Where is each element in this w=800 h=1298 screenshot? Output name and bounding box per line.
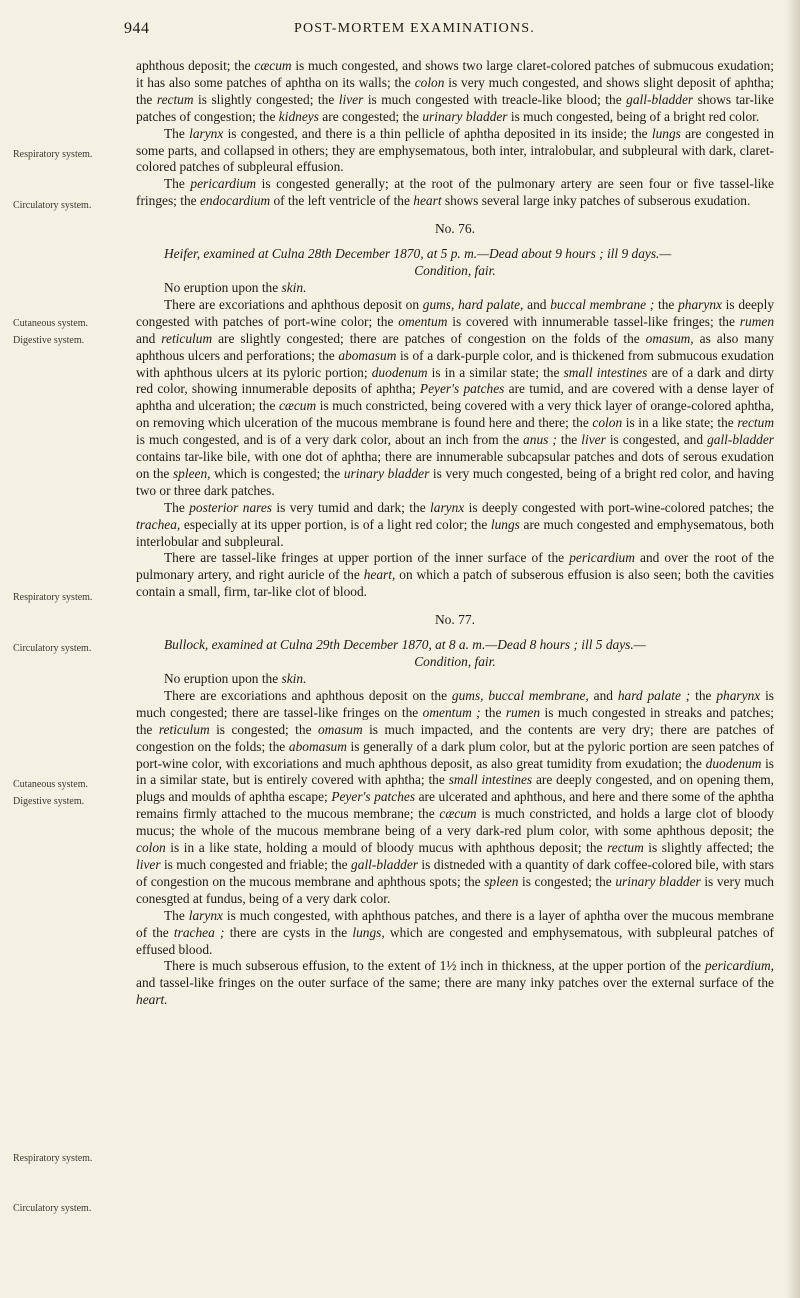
text-run: is very much conesgted at fundus, being of a very dark color. bbox=[136, 873, 774, 906]
text-run: is in a like state, holding a mould of bloody mucus with aphthous deposit; the bbox=[165, 840, 608, 856]
text-run: and bbox=[523, 296, 551, 312]
text-run: There is much subserous effusion, to the extent of 1½ inch in thickness, at the upper portion of the bbox=[164, 958, 705, 974]
text-run: is much congested and friable; the bbox=[160, 856, 352, 872]
text-run: The bbox=[164, 499, 190, 515]
paragraph-continuation bbox=[136, 58, 774, 126]
text-run: and over the root of the pulmonary artery, and right auricle of the bbox=[136, 550, 775, 583]
margin-note-respiratory: Respiratory system. bbox=[13, 149, 93, 160]
italic-term: omentum bbox=[398, 313, 448, 329]
text-run: is much congested, being of a bright red color. bbox=[507, 108, 760, 124]
italic-term: kidneys bbox=[278, 108, 319, 124]
margin-notes bbox=[13, 0, 131, 1298]
text-run: is much impacted, and the contents are very dry; there are patches of congestion on the folds; the bbox=[136, 721, 774, 754]
case-condition: Condition, fair. bbox=[414, 263, 496, 279]
italic-term: gall-bladder bbox=[626, 91, 694, 107]
margin-note-circulatory: Circulatory system. bbox=[13, 1203, 92, 1214]
italic-term: duodenum bbox=[371, 364, 428, 380]
italic-term: spleen bbox=[484, 873, 519, 889]
text-run: and bbox=[136, 330, 162, 346]
italic-term: pharynx bbox=[678, 296, 722, 312]
text-run: and bbox=[588, 687, 618, 703]
paragraph-digestive bbox=[136, 297, 774, 500]
text-run: is congested; the bbox=[209, 721, 318, 737]
text-run: and tassel-like fringes on the outer surface of the same; there are many inky patches over the external surface of the bbox=[136, 975, 774, 991]
italic-term: rumen bbox=[505, 704, 541, 720]
margin-note-circulatory: Circulatory system. bbox=[13, 643, 92, 654]
text-run: are slightly congested; there are patches of congestion on the folds of the bbox=[212, 330, 646, 346]
text-run: is much congested, and shows two large claret-colored patches of submucous exudation; it has also some patches of aphtha on its walls; the bbox=[136, 58, 774, 90]
italic-term: trachea, bbox=[136, 516, 181, 532]
italic-term: abomasum bbox=[338, 347, 397, 363]
text-run: especially at its upper portion, is of a light red color; the bbox=[180, 516, 491, 532]
text-run: are congested; the bbox=[318, 108, 423, 124]
page-number: 944 bbox=[124, 20, 150, 37]
text-run: is deeply congested with patches of port-wine color; the bbox=[136, 296, 775, 329]
paragraph-circulatory bbox=[136, 176, 774, 210]
paragraph-respiratory bbox=[136, 500, 774, 551]
italic-term: larynx bbox=[430, 499, 465, 515]
italic-term: gums, hard palate, bbox=[422, 296, 524, 312]
italic-term: gums, buccal membrane, bbox=[451, 687, 589, 703]
text-run: is congested generally; at the root of the pulmonary artery are seen four or five tassel-like fringes; the bbox=[136, 176, 774, 209]
text-run: is slightly affected; the bbox=[643, 840, 774, 856]
italic-term: urinary bladder bbox=[343, 465, 430, 481]
italic-term: lungs bbox=[651, 125, 681, 141]
text-run: is of a dark-purple color, and is thickened from submucous exudation with aphthous ulcers at its pyloric portion; bbox=[136, 347, 774, 380]
italic-term: reticulum bbox=[158, 721, 210, 737]
italic-term: rectum bbox=[607, 840, 644, 856]
italic-term: hard palate ; bbox=[617, 687, 691, 703]
text-run: No eruption upon the bbox=[164, 279, 282, 295]
italic-term: omasum bbox=[317, 721, 363, 737]
text-run: is generally of a dark plum color, but at the pyloric portion are seen patches of port-wine color, with excoriations and much aphthous deposit, as also great tumidity from exudation; the bbox=[136, 738, 774, 771]
case-number: No. 76. bbox=[434, 221, 476, 237]
text-run: contains tar-like bile, with one dot of aphtha; there are innumerable subcapsular patches and dots of serous exudation on the bbox=[136, 449, 774, 481]
text-run: is distneded with a quantity of dark coffee-colored bile, with stars of congestion on the mucous membrane and aphthous spots; the bbox=[136, 856, 774, 889]
case-heading bbox=[136, 246, 774, 280]
italic-term: lungs, bbox=[352, 924, 385, 940]
text-run: is in a similar state, but is entirely covered with aphtha; the bbox=[136, 755, 775, 788]
text-run: The bbox=[164, 176, 191, 192]
italic-term: larynx bbox=[189, 125, 224, 141]
italic-term: Peyer's patches bbox=[331, 789, 416, 805]
paragraph-respiratory bbox=[136, 126, 774, 177]
italic-term: liver bbox=[338, 91, 364, 107]
text-run: are tumid, and are covered with a dense layer of aphtha and ulceration; the bbox=[136, 381, 774, 414]
paragraph-cutaneous bbox=[136, 280, 774, 297]
text-run: the bbox=[654, 296, 679, 312]
italic-term: rectum bbox=[737, 415, 774, 431]
italic-term: spleen, bbox=[172, 465, 211, 481]
italic-term: cæcum bbox=[254, 58, 292, 73]
italic-term: small intestines bbox=[448, 772, 533, 788]
italic-term: endocardium bbox=[199, 193, 271, 209]
text-run: aphthous deposit; the bbox=[136, 58, 255, 73]
italic-term: pericardium bbox=[569, 550, 635, 566]
text-run: is much congested, with aphthous patches, and there is a layer of aphtha over the mucous membrane of the bbox=[136, 907, 774, 940]
italic-term: cæcum bbox=[439, 806, 477, 822]
margin-note-digestive: Digestive system. bbox=[13, 335, 85, 346]
text-run: is congested; the bbox=[518, 873, 616, 889]
margin-note-circulatory: Circulatory system. bbox=[13, 200, 92, 211]
text-run: are deeply congested, and on opening them, plugs and moulds of aphtha escape; bbox=[136, 772, 775, 805]
text-run: shows several large inky patches of subserous exudation. bbox=[441, 193, 751, 209]
text-run: is much constricted, and holds a large clot of bloody mucus; the whole of the mucous membrane being of a very dark-red plum color, with some aphthous deposit; the bbox=[136, 806, 774, 839]
text-run: there are cysts in the bbox=[224, 924, 353, 940]
italic-term: liver bbox=[581, 432, 606, 448]
running-title: POST-MORTEM EXAMINATIONS. bbox=[294, 21, 535, 36]
italic-term: cæcum bbox=[278, 398, 317, 414]
italic-term: heart. bbox=[136, 992, 168, 1008]
text-run: are congested in some parts, and collapsed in others; they are emphysematous, both inter, intralobular, and subpleural with dark, claret-colored patches of subpleural effusion. bbox=[136, 125, 774, 175]
page-edge-shadow bbox=[786, 0, 800, 1298]
text-run: is very tumid and dark; the bbox=[272, 499, 431, 515]
italic-term: omasum, bbox=[645, 330, 694, 346]
italic-term: gall-bladder bbox=[707, 432, 775, 448]
italic-term: colon bbox=[592, 415, 623, 431]
paragraph-digestive bbox=[136, 688, 774, 908]
text-run: There are excoriations and aphthous deposit on bbox=[164, 296, 423, 312]
italic-term: buccal membrane ; bbox=[550, 296, 655, 312]
text-run: of the left ventricle of the bbox=[270, 193, 414, 209]
text-run: The bbox=[164, 907, 189, 923]
margin-note-digestive: Digestive system. bbox=[13, 796, 85, 807]
italic-term: liver bbox=[136, 856, 161, 872]
italic-term: anus ; bbox=[523, 432, 557, 448]
italic-term: urinary bladder bbox=[615, 873, 701, 889]
case-heading bbox=[136, 637, 774, 671]
italic-term: heart bbox=[413, 193, 442, 209]
text-run: is very much congested, and shows slight deposit of aphtha; the bbox=[136, 74, 774, 107]
paragraph-cutaneous bbox=[136, 671, 774, 688]
text-run: is deeply congested with port-wine-colored patches; the bbox=[464, 499, 774, 515]
text-run: on which a patch of subserous effusion is also seen; both the cavities contain a small, firm, tar-like clot of blood. bbox=[136, 567, 774, 600]
paragraph-circulatory bbox=[136, 958, 774, 1009]
italic-term: rectum bbox=[156, 91, 194, 107]
text-run: are much congested and emphysematous, both interlobular and subpleural. bbox=[136, 516, 774, 549]
text-run: is covered with innumerable tassel-like fringes; the bbox=[447, 313, 740, 329]
italic-term: posterior nares bbox=[189, 499, 273, 515]
margin-note-cutaneous: Cutaneous system. bbox=[13, 779, 88, 790]
text-run: is much congested; there are tassel-like fringes on the bbox=[136, 687, 774, 720]
text-run: The bbox=[164, 125, 190, 141]
text-run: the bbox=[690, 687, 717, 703]
case-number: No. 77. bbox=[434, 612, 476, 628]
italic-term: pericardium, bbox=[704, 958, 774, 974]
text-run: are of a dark and dirty red color, showing innumerable deposits of aphtha; bbox=[136, 364, 774, 397]
italic-term: trachea ; bbox=[173, 924, 225, 940]
italic-term: skin. bbox=[281, 671, 307, 686]
italic-term: urinary bladder bbox=[422, 108, 508, 124]
italic-term: pharynx bbox=[716, 687, 761, 703]
text-run: is slightly congested; the bbox=[193, 91, 339, 107]
italic-term: pericardium bbox=[190, 176, 257, 192]
text-run: are ulcerated and aphthous, and here and there some of the aphtha remains firmly attached to the mucous membrane; the bbox=[136, 789, 774, 822]
case-heading-text: Bullock, examined at Culna 29th December 1870, at 8 a. m.—Dead 8 hours ; ill 5 days.— bbox=[164, 637, 646, 653]
text-run: is in a like state; the bbox=[622, 415, 738, 431]
italic-term: rumen bbox=[739, 313, 775, 329]
italic-term: abomasum bbox=[288, 738, 347, 754]
text-run: which is congested; the bbox=[210, 465, 344, 481]
italic-term: gall-bladder bbox=[351, 856, 418, 872]
italic-term: omentum ; bbox=[422, 704, 481, 720]
paragraph-circulatory bbox=[136, 550, 774, 601]
italic-term: colon bbox=[136, 840, 166, 856]
italic-term: skin. bbox=[281, 279, 307, 295]
text-run: There are excoriations and aphthous deposit on the bbox=[164, 687, 452, 703]
text-run: is in a similar state; the bbox=[427, 364, 564, 380]
text-run: is much congested in streaks and patches; the bbox=[136, 704, 775, 737]
text-run: No eruption upon the bbox=[164, 671, 282, 686]
body-text bbox=[136, 58, 774, 1009]
italic-term: heart, bbox=[363, 567, 396, 583]
case-heading-text: Heifer, examined at Culna 28th December 1870, at 5 p. m.—Dead about 9 hours ; ill 9 days.— bbox=[164, 246, 672, 262]
italic-term: colon bbox=[414, 74, 445, 90]
text-run: as also many aphthous ulcers and perforations; the bbox=[136, 330, 774, 363]
text-run: the bbox=[556, 432, 582, 448]
italic-term: Peyer's patches bbox=[419, 381, 505, 397]
text-run: the bbox=[480, 704, 506, 720]
text-run: is much congested with treacle-like blood; the bbox=[363, 91, 627, 107]
italic-term: reticulum bbox=[161, 330, 213, 346]
case-condition: Condition, fair. bbox=[414, 654, 496, 670]
italic-term: duodenum bbox=[705, 755, 762, 771]
paragraph-respiratory bbox=[136, 908, 774, 959]
italic-term: lungs bbox=[490, 516, 520, 532]
margin-note-respiratory: Respiratory system. bbox=[13, 592, 93, 603]
text-run: is much constricted, being covered with a very thick layer of orange-colored aphtha, on removing which ulceration of the mucous membrane is found here and there; the bbox=[136, 398, 774, 431]
text-run: There are tassel-like fringes at upper portion of the inner surface of the bbox=[164, 550, 570, 566]
italic-term: larynx bbox=[188, 907, 223, 923]
text-run: which are congested and emphysematous, with subpleural patches of effused blood. bbox=[136, 924, 774, 957]
text-run: is very much congested, being of a bright red color, and having two or three dark patches. bbox=[136, 465, 774, 498]
margin-note-cutaneous: Cutaneous system. bbox=[13, 318, 88, 329]
text-run: is congested, and bbox=[605, 432, 708, 448]
italic-term: small intestines bbox=[563, 364, 648, 380]
text-run: is much congested, and is of a very dark color, about an inch from the bbox=[136, 432, 524, 448]
margin-note-respiratory: Respiratory system. bbox=[13, 1153, 93, 1164]
text-run: is congested, and there is a thin pellicle of aphtha deposited in its inside; the bbox=[223, 125, 652, 141]
text-run: shows tar-like patches of congestion; the bbox=[136, 91, 774, 124]
